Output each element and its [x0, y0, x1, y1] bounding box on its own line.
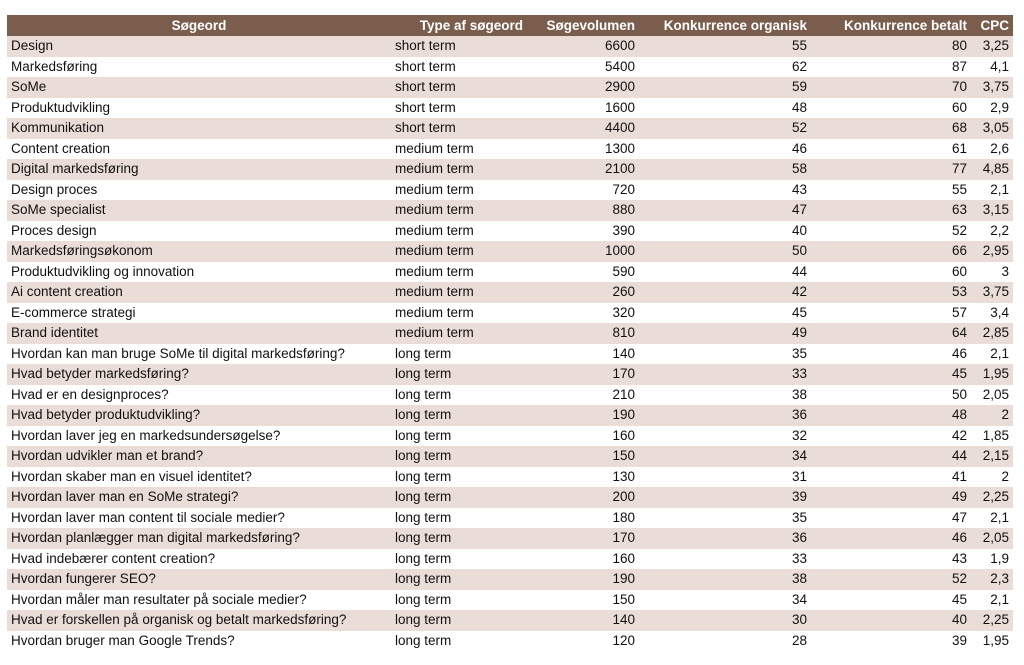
header-volume[interactable]: Søgevolumen [527, 15, 639, 36]
cell-cpc[interactable]: 2,1 [971, 344, 1013, 365]
cell-paid[interactable]: 57 [811, 303, 971, 324]
cell-organic[interactable]: 36 [639, 528, 811, 549]
cell-paid[interactable]: 46 [811, 344, 971, 365]
cell-volume[interactable]: 120 [527, 631, 639, 652]
cell-cpc[interactable]: 1,85 [971, 426, 1013, 447]
cell-paid[interactable]: 39 [811, 631, 971, 652]
cell-volume[interactable]: 140 [527, 344, 639, 365]
cell-type[interactable]: long term [391, 344, 527, 365]
table-row [7, 446, 1013, 467]
cell-volume[interactable]: 170 [527, 364, 639, 385]
cell-keyword[interactable]: Markedsføringsøkonom [7, 241, 391, 262]
cell-keyword[interactable]: Produktudvikling og innovation [7, 262, 391, 283]
cell-keyword[interactable]: Hvordan laver man content til sociale medier? [7, 508, 391, 529]
table-row [7, 303, 1013, 324]
cell-organic[interactable]: 35 [639, 344, 811, 365]
cell-type[interactable]: short term [391, 57, 527, 78]
cell-organic[interactable]: 50 [639, 241, 811, 262]
cell-cpc[interactable]: 4,1 [971, 57, 1013, 78]
cell-paid[interactable]: 48 [811, 405, 971, 426]
cell-organic[interactable]: 48 [639, 98, 811, 119]
cell-cpc[interactable]: 3,75 [971, 77, 1013, 98]
cell-paid[interactable]: 46 [811, 528, 971, 549]
cell-volume[interactable]: 1300 [527, 139, 639, 160]
cell-organic[interactable]: 39 [639, 487, 811, 508]
cell-keyword[interactable]: Content creation [7, 139, 391, 160]
cell-organic[interactable]: 32 [639, 426, 811, 447]
cell-organic[interactable]: 43 [639, 180, 811, 201]
cell-cpc[interactable]: 3,05 [971, 118, 1013, 139]
cell-paid[interactable]: 60 [811, 262, 971, 283]
cell-volume[interactable]: 6600 [527, 36, 639, 57]
cell-volume[interactable]: 590 [527, 262, 639, 283]
cell-keyword[interactable]: Hvordan fungerer SEO? [7, 569, 391, 590]
cell-cpc[interactable]: 3,4 [971, 303, 1013, 324]
table-row [7, 405, 1013, 426]
table-row [7, 549, 1013, 570]
cell-paid[interactable]: 42 [811, 426, 971, 447]
cell-volume[interactable]: 200 [527, 487, 639, 508]
cell-organic[interactable]: 28 [639, 631, 811, 652]
cell-type[interactable]: long term [391, 426, 527, 447]
cell-paid[interactable]: 70 [811, 77, 971, 98]
cell-volume[interactable]: 880 [527, 200, 639, 221]
table-row [7, 487, 1013, 508]
cell-keyword[interactable]: SoMe specialist [7, 200, 391, 221]
cell-paid[interactable]: 47 [811, 508, 971, 529]
cell-cpc[interactable]: 1,95 [971, 631, 1013, 652]
header-row [7, 15, 1013, 36]
cell-volume[interactable]: 390 [527, 221, 639, 242]
cell-type[interactable]: long term [391, 569, 527, 590]
cell-keyword[interactable]: Hvordan kan man bruge SoMe til digital markedsføring? [7, 344, 391, 365]
table-row [7, 200, 1013, 221]
cell-keyword[interactable]: Hvad er forskellen på organisk og betalt markedsføring? [7, 610, 391, 631]
cell-cpc[interactable]: 2,1 [971, 180, 1013, 201]
cell-keyword[interactable]: Produktudvikling [7, 98, 391, 119]
cell-paid[interactable]: 52 [811, 569, 971, 590]
cell-organic[interactable]: 34 [639, 590, 811, 611]
cell-keyword[interactable]: Proces design [7, 221, 391, 242]
cell-paid[interactable]: 80 [811, 36, 971, 57]
cell-type[interactable]: short term [391, 36, 527, 57]
table-row [7, 385, 1013, 406]
table-row [7, 57, 1013, 78]
cell-volume[interactable]: 210 [527, 385, 639, 406]
cell-volume[interactable]: 130 [527, 467, 639, 488]
cell-organic[interactable]: 33 [639, 549, 811, 570]
cell-keyword[interactable]: Hvad betyder markedsføring? [7, 364, 391, 385]
cell-paid[interactable]: 63 [811, 200, 971, 221]
table-row [7, 528, 1013, 549]
cell-volume[interactable]: 5400 [527, 57, 639, 78]
cell-cpc[interactable]: 2,2 [971, 221, 1013, 242]
cell-keyword[interactable]: Hvordan måler man resultater på sociale medier? [7, 590, 391, 611]
table-row [7, 159, 1013, 180]
cell-type[interactable]: long term [391, 446, 527, 467]
cell-paid[interactable]: 40 [811, 610, 971, 631]
cell-type[interactable]: long term [391, 590, 527, 611]
table-row [7, 569, 1013, 590]
cell-cpc[interactable]: 2 [971, 467, 1013, 488]
cell-paid[interactable]: 52 [811, 221, 971, 242]
cell-keyword[interactable]: Brand identitet [7, 323, 391, 344]
cell-type[interactable]: long term [391, 528, 527, 549]
cell-volume[interactable]: 150 [527, 590, 639, 611]
table-row [7, 508, 1013, 529]
cell-type[interactable]: medium term [391, 200, 527, 221]
cell-keyword[interactable]: Hvordan planlægger man digital markedsføring? [7, 528, 391, 549]
cell-type[interactable]: medium term [391, 323, 527, 344]
cell-cpc[interactable]: 2,9 [971, 98, 1013, 119]
table-row [7, 139, 1013, 160]
cell-keyword[interactable]: Ai content creation [7, 282, 391, 303]
cell-keyword[interactable]: E-commerce strategi [7, 303, 391, 324]
cell-keyword[interactable]: Hvordan laver jeg en markedsundersøgelse? [7, 426, 391, 447]
cell-paid[interactable]: 50 [811, 385, 971, 406]
cell-type[interactable]: short term [391, 77, 527, 98]
table-row [7, 344, 1013, 365]
cell-type[interactable]: medium term [391, 241, 527, 262]
cell-volume[interactable]: 180 [527, 508, 639, 529]
cell-cpc[interactable]: 1,95 [971, 364, 1013, 385]
cell-paid[interactable]: 66 [811, 241, 971, 262]
cell-organic[interactable]: 49 [639, 323, 811, 344]
header-organic[interactable]: Konkurrence organisk [639, 15, 811, 36]
cell-cpc[interactable]: 2,05 [971, 385, 1013, 406]
cell-cpc[interactable]: 3 [971, 262, 1013, 283]
cell-organic[interactable]: 30 [639, 610, 811, 631]
cell-volume[interactable]: 140 [527, 610, 639, 631]
cell-organic[interactable]: 38 [639, 385, 811, 406]
cell-volume[interactable]: 810 [527, 323, 639, 344]
table-row [7, 77, 1013, 98]
cell-paid[interactable]: 60 [811, 98, 971, 119]
cell-organic[interactable]: 59 [639, 77, 811, 98]
cell-keyword[interactable]: Markedsføring [7, 57, 391, 78]
cell-keyword[interactable]: Kommunikation [7, 118, 391, 139]
cell-organic[interactable]: 42 [639, 282, 811, 303]
cell-organic[interactable]: 62 [639, 57, 811, 78]
cell-paid[interactable]: 68 [811, 118, 971, 139]
cell-cpc[interactable]: 2,1 [971, 508, 1013, 529]
cell-cpc[interactable]: 2 [971, 405, 1013, 426]
cell-organic[interactable]: 36 [639, 405, 811, 426]
cell-paid[interactable]: 64 [811, 323, 971, 344]
keyword-table [7, 15, 1013, 651]
cell-volume[interactable]: 720 [527, 180, 639, 201]
cell-type[interactable]: long term [391, 467, 527, 488]
cell-type[interactable]: short term [391, 118, 527, 139]
cell-organic[interactable]: 33 [639, 364, 811, 385]
cell-organic[interactable]: 35 [639, 508, 811, 529]
cell-type[interactable]: medium term [391, 303, 527, 324]
cell-organic[interactable]: 52 [639, 118, 811, 139]
cell-cpc[interactable]: 4,85 [971, 159, 1013, 180]
cell-volume[interactable]: 260 [527, 282, 639, 303]
cell-keyword[interactable]: Hvad er en designproces? [7, 385, 391, 406]
cell-keyword[interactable]: Design proces [7, 180, 391, 201]
cell-volume[interactable]: 170 [527, 528, 639, 549]
cell-organic[interactable]: 34 [639, 446, 811, 467]
cell-paid[interactable]: 77 [811, 159, 971, 180]
cell-cpc[interactable]: 2,95 [971, 241, 1013, 262]
cell-organic[interactable]: 58 [639, 159, 811, 180]
table-row [7, 610, 1013, 631]
table-row [7, 426, 1013, 447]
cell-keyword[interactable]: Hvordan udvikler man et brand? [7, 446, 391, 467]
table-body [7, 36, 1013, 651]
cell-volume[interactable]: 4400 [527, 118, 639, 139]
cell-type[interactable]: long term [391, 385, 527, 406]
cell-organic[interactable]: 46 [639, 139, 811, 160]
cell-volume[interactable]: 2100 [527, 159, 639, 180]
header-type[interactable]: Type af søgeord [391, 15, 527, 36]
cell-cpc[interactable]: 2,3 [971, 569, 1013, 590]
table-row [7, 282, 1013, 303]
cell-type[interactable]: medium term [391, 159, 527, 180]
cell-volume[interactable]: 1000 [527, 241, 639, 262]
cell-paid[interactable]: 44 [811, 446, 971, 467]
cell-volume[interactable]: 190 [527, 569, 639, 590]
table-row [7, 180, 1013, 201]
cell-keyword[interactable]: Digital markedsføring [7, 159, 391, 180]
cell-cpc[interactable]: 2,05 [971, 528, 1013, 549]
table-row [7, 631, 1013, 652]
table-row [7, 590, 1013, 611]
cell-type[interactable]: medium term [391, 282, 527, 303]
cell-volume[interactable]: 150 [527, 446, 639, 467]
cell-keyword[interactable]: Hvad betyder produktudvikling? [7, 405, 391, 426]
table-row [7, 323, 1013, 344]
cell-type[interactable]: medium term [391, 262, 527, 283]
cell-paid[interactable]: 55 [811, 180, 971, 201]
cell-paid[interactable]: 45 [811, 590, 971, 611]
cell-keyword[interactable]: SoMe [7, 77, 391, 98]
table-row [7, 221, 1013, 242]
cell-cpc[interactable]: 2,25 [971, 610, 1013, 631]
cell-type[interactable]: short term [391, 98, 527, 119]
cell-cpc[interactable]: 2,6 [971, 139, 1013, 160]
cell-organic[interactable]: 45 [639, 303, 811, 324]
cell-cpc[interactable]: 3,25 [971, 36, 1013, 57]
cell-volume[interactable]: 160 [527, 549, 639, 570]
cell-organic[interactable]: 47 [639, 200, 811, 221]
cell-keyword[interactable]: Hvordan bruger man Google Trends? [7, 631, 391, 652]
cell-type[interactable]: medium term [391, 180, 527, 201]
table-row [7, 364, 1013, 385]
cell-type[interactable]: long term [391, 549, 527, 570]
cell-volume[interactable]: 190 [527, 405, 639, 426]
cell-cpc[interactable]: 2,85 [971, 323, 1013, 344]
cell-cpc[interactable]: 2,15 [971, 446, 1013, 467]
cell-type[interactable]: long term [391, 631, 527, 652]
cell-organic[interactable]: 38 [639, 569, 811, 590]
table-row [7, 118, 1013, 139]
cell-paid[interactable]: 45 [811, 364, 971, 385]
cell-keyword[interactable]: Hvad indebærer content creation? [7, 549, 391, 570]
table-row [7, 36, 1013, 57]
cell-volume[interactable]: 160 [527, 426, 639, 447]
header-keyword[interactable]: Søgeord [7, 15, 391, 36]
cell-paid[interactable]: 41 [811, 467, 971, 488]
cell-volume[interactable]: 2900 [527, 77, 639, 98]
table-row [7, 98, 1013, 119]
cell-volume[interactable]: 320 [527, 303, 639, 324]
cell-paid[interactable]: 53 [811, 282, 971, 303]
cell-type[interactable]: long term [391, 508, 527, 529]
cell-cpc[interactable]: 3,15 [971, 200, 1013, 221]
cell-type[interactable]: long term [391, 364, 527, 385]
cell-organic[interactable]: 55 [639, 36, 811, 57]
header-cpc[interactable]: CPC [971, 15, 1013, 36]
cell-keyword[interactable]: Design [7, 36, 391, 57]
cell-organic[interactable]: 31 [639, 467, 811, 488]
cell-keyword[interactable]: Hvordan laver man en SoMe strategi? [7, 487, 391, 508]
cell-type[interactable]: long term [391, 487, 527, 508]
cell-organic[interactable]: 44 [639, 262, 811, 283]
cell-cpc[interactable]: 1,9 [971, 549, 1013, 570]
cell-keyword[interactable]: Hvordan skaber man en visuel identitet? [7, 467, 391, 488]
cell-paid[interactable]: 61 [811, 139, 971, 160]
cell-type[interactable]: medium term [391, 221, 527, 242]
cell-cpc[interactable]: 3,75 [971, 282, 1013, 303]
header-paid[interactable]: Konkurrence betalt [811, 15, 971, 36]
cell-type[interactable]: long term [391, 405, 527, 426]
cell-type[interactable]: medium term [391, 139, 527, 160]
table-row [7, 467, 1013, 488]
cell-volume[interactable]: 1600 [527, 98, 639, 119]
cell-cpc[interactable]: 2,25 [971, 487, 1013, 508]
cell-cpc[interactable]: 2,1 [971, 590, 1013, 611]
cell-type[interactable]: long term [391, 610, 527, 631]
cell-paid[interactable]: 49 [811, 487, 971, 508]
cell-paid[interactable]: 87 [811, 57, 971, 78]
table-row [7, 262, 1013, 283]
cell-paid[interactable]: 43 [811, 549, 971, 570]
cell-organic[interactable]: 40 [639, 221, 811, 242]
table-row [7, 241, 1013, 262]
